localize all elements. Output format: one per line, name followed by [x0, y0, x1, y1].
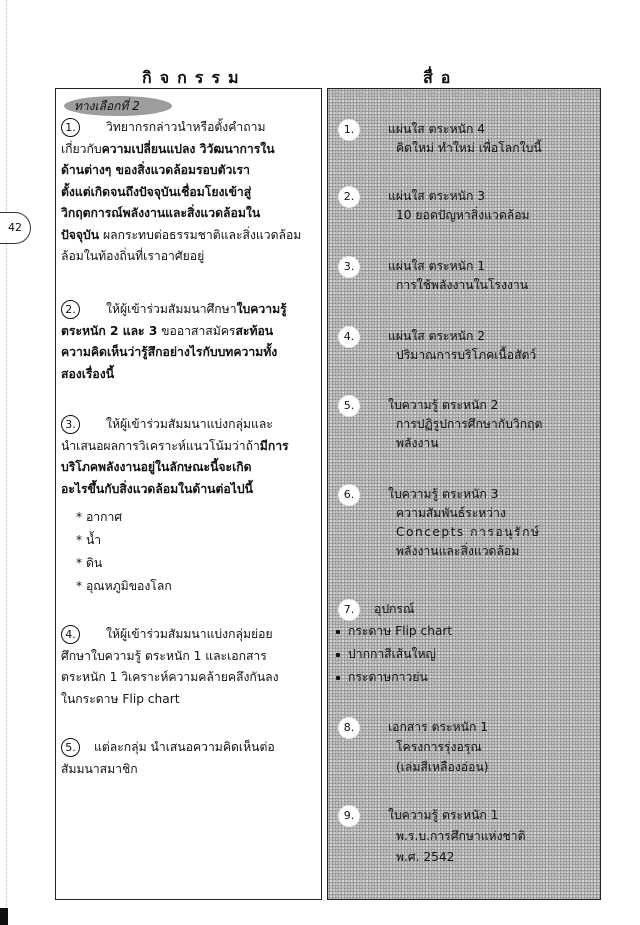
bullet-item: * อากาศ: [76, 510, 123, 524]
media-detail: 10 ยอดปัญหาสิ่งแวดล้อม: [396, 208, 530, 222]
media-detail: การปฏิรูปการศึกษากับวิกฤต: [396, 417, 543, 431]
media-title: เอกสาร ตระหนัก 1: [388, 720, 488, 734]
text-line: ตระหนัก 1 วิเคราะห์ความคล้ายคลึงกันลง: [61, 670, 279, 684]
text-line: ตั้งแต่เกิดจนถึงปัจจุบันเชื่อมโยงเข้าสู่: [61, 184, 252, 199]
step-number: 4.: [61, 625, 80, 644]
media-detail: (เล่มสีเหลืองอ่อน): [396, 760, 489, 774]
media-heading: สื่อ: [423, 68, 459, 87]
media-number: 1.: [338, 119, 360, 141]
bullet-item: * อุณหภูมิของโลก: [76, 579, 172, 593]
text-line: ตระหนัก 2 และ 3: [61, 323, 158, 338]
text-line: ใบความรู้: [236, 302, 287, 316]
activity-panel: [55, 88, 322, 900]
activity-step-4: [61, 624, 313, 710]
media-detail: พ.ร.บ.การศึกษาแห่งชาติ: [396, 829, 526, 843]
page-number: 42: [0, 212, 31, 244]
media-number: 5.: [338, 395, 360, 417]
media-title: แผ่นใส ตระหนัก 4: [388, 122, 485, 136]
media-detail: คิดใหม่ ทำใหม่ เพื่อโลกใบนี้: [396, 141, 542, 155]
text-line: สัมมนาสมาชิก: [61, 761, 138, 776]
text-line: แต่ละกลุ่ม นำเสนอความคิดเห็นต่อ: [94, 740, 275, 754]
media-detail: พ.ศ. 2542: [396, 850, 455, 864]
bullet-text: ดิน: [85, 556, 103, 570]
media-title: แผ่นใส ตระหนัก 2: [388, 329, 485, 343]
media-panel: [327, 88, 601, 900]
media-title: ใบความรู้ ตระหนัก 2: [388, 398, 499, 412]
scan-edge-mark: [0, 908, 8, 925]
media-number: 8.: [338, 717, 360, 739]
media-title: แผ่นใส ตระหนัก 3: [388, 189, 485, 203]
text-line: ให้ผู้เข้าร่วมสัมมนาแบ่งกลุ่มและ: [106, 417, 273, 431]
step-number: 1.: [61, 118, 80, 137]
activity-step-3: [61, 414, 313, 500]
media-detail: พลังงานและสิ่งแวดล้อม: [396, 544, 520, 558]
media-number: 7.: [338, 599, 360, 621]
text-line: ความคิดเห็นว่ารู้สึกอย่างไรกับบทความทั้ง: [61, 345, 278, 359]
text-line: ล้อมในท้องถิ่นที่เราอาศัยอยู่: [61, 249, 205, 263]
text-line: ผลกระทบต่อธรรมชาติและสิ่งแวดล้อม: [99, 227, 302, 242]
media-title: อุปกรณ์: [374, 602, 415, 616]
media-detail: การใช้พลังงานในโรงงาน: [396, 278, 529, 292]
text-line: วิกฤตการณ์พลังงานและสิ่งแวดล้อมใน: [61, 206, 261, 220]
media-number: 2.: [338, 186, 360, 208]
media-title: ใบความรู้ ตระหนัก 3: [388, 487, 499, 501]
equipment-text: ปากกาสีเส้นใหญ่: [348, 647, 436, 661]
text-line: เกี่ยวกับ: [61, 141, 102, 156]
activity-heading: กิจกรรม: [142, 68, 247, 87]
media-detail: Concepts การอนุรักษ์: [396, 525, 541, 539]
activity-step-2: [61, 299, 313, 385]
media-number: 9.: [338, 805, 360, 827]
media-detail: พลังงาน: [396, 436, 439, 450]
text-line: ให้ผู้เข้าร่วมสัมมนาศึกษา: [106, 302, 237, 316]
text-line: ในกระดาษ Flip chart: [61, 691, 180, 706]
bullet-mark: [336, 676, 340, 680]
media-detail: โครงการรุ่งอรุณ: [396, 740, 482, 754]
bullet-item: * น้ำ: [76, 533, 102, 547]
step-number: 5.: [61, 738, 80, 757]
text-line: นำเสนอผลการวิเคราะห์แนวโน้มว่าถ้า: [61, 438, 260, 453]
media-detail: ปริมาณการบริโภคเนื้อสัตว์: [396, 348, 537, 362]
text-line: ขออาสาสมัคร: [157, 323, 236, 338]
bullet-item: * ดิน: [76, 556, 103, 570]
text-line: ด้านต่างๆ ของสิ่งแวดล้อมรอบตัวเรา: [61, 163, 250, 177]
text-line: สองเรื่องนี้: [61, 366, 115, 381]
margin-guide: [6, 0, 7, 925]
option-tag: ทางเลือกที่ 2: [64, 96, 172, 116]
bullet-mark: [336, 630, 340, 634]
text-line: ความเปลี่ยนแปลง วิวัฒนาการใน: [101, 141, 275, 156]
step-number: 2.: [61, 300, 80, 319]
equipment-text: กระดาษกาวย่น: [348, 670, 428, 684]
activity-step-1: [61, 117, 313, 268]
media-detail: ความสัมพันธ์ระหว่าง: [396, 506, 506, 520]
text-line: อะไรขึ้นกับสิ่งแวดล้อมในด้านต่อไปนี้: [61, 481, 253, 496]
equipment-item: [336, 667, 428, 688]
media-title: ใบความรู้ ตระหนัก 1: [388, 808, 499, 822]
activity-step-5: [61, 737, 313, 780]
text-line: ศึกษาใบความรู้ ตระหนัก 1 และเอกสาร: [61, 648, 267, 663]
text-line: มีการ: [259, 438, 289, 453]
text-line: สะท้อน: [235, 323, 274, 338]
equipment-item: [336, 621, 452, 642]
step-number: 3.: [61, 415, 80, 434]
text-line: บริโภคพลังงานอยู่ในลักษณะนี้จะเกิด: [61, 460, 252, 474]
media-title: แผ่นใส ตระหนัก 1: [388, 259, 485, 273]
media-number: 4.: [338, 326, 360, 348]
bullet-text: น้ำ: [85, 533, 102, 547]
text-line: ให้ผู้เข้าร่วมสัมมนาแบ่งกลุ่มย่อย: [106, 627, 273, 641]
bullet-text: อากาศ: [85, 510, 123, 524]
equipment-text: กระดาษ Flip chart: [348, 624, 453, 638]
text-line: ปัจจุบัน: [61, 227, 100, 242]
equipment-item: [336, 644, 436, 665]
media-number: 3.: [338, 256, 360, 278]
media-number: 6.: [338, 484, 360, 506]
bullet-mark: [336, 653, 340, 657]
bullet-text: อุณหภูมิของโลก: [85, 579, 172, 593]
text-line: วิทยากรกล่าวนำหรือตั้งคำถาม: [106, 120, 266, 134]
